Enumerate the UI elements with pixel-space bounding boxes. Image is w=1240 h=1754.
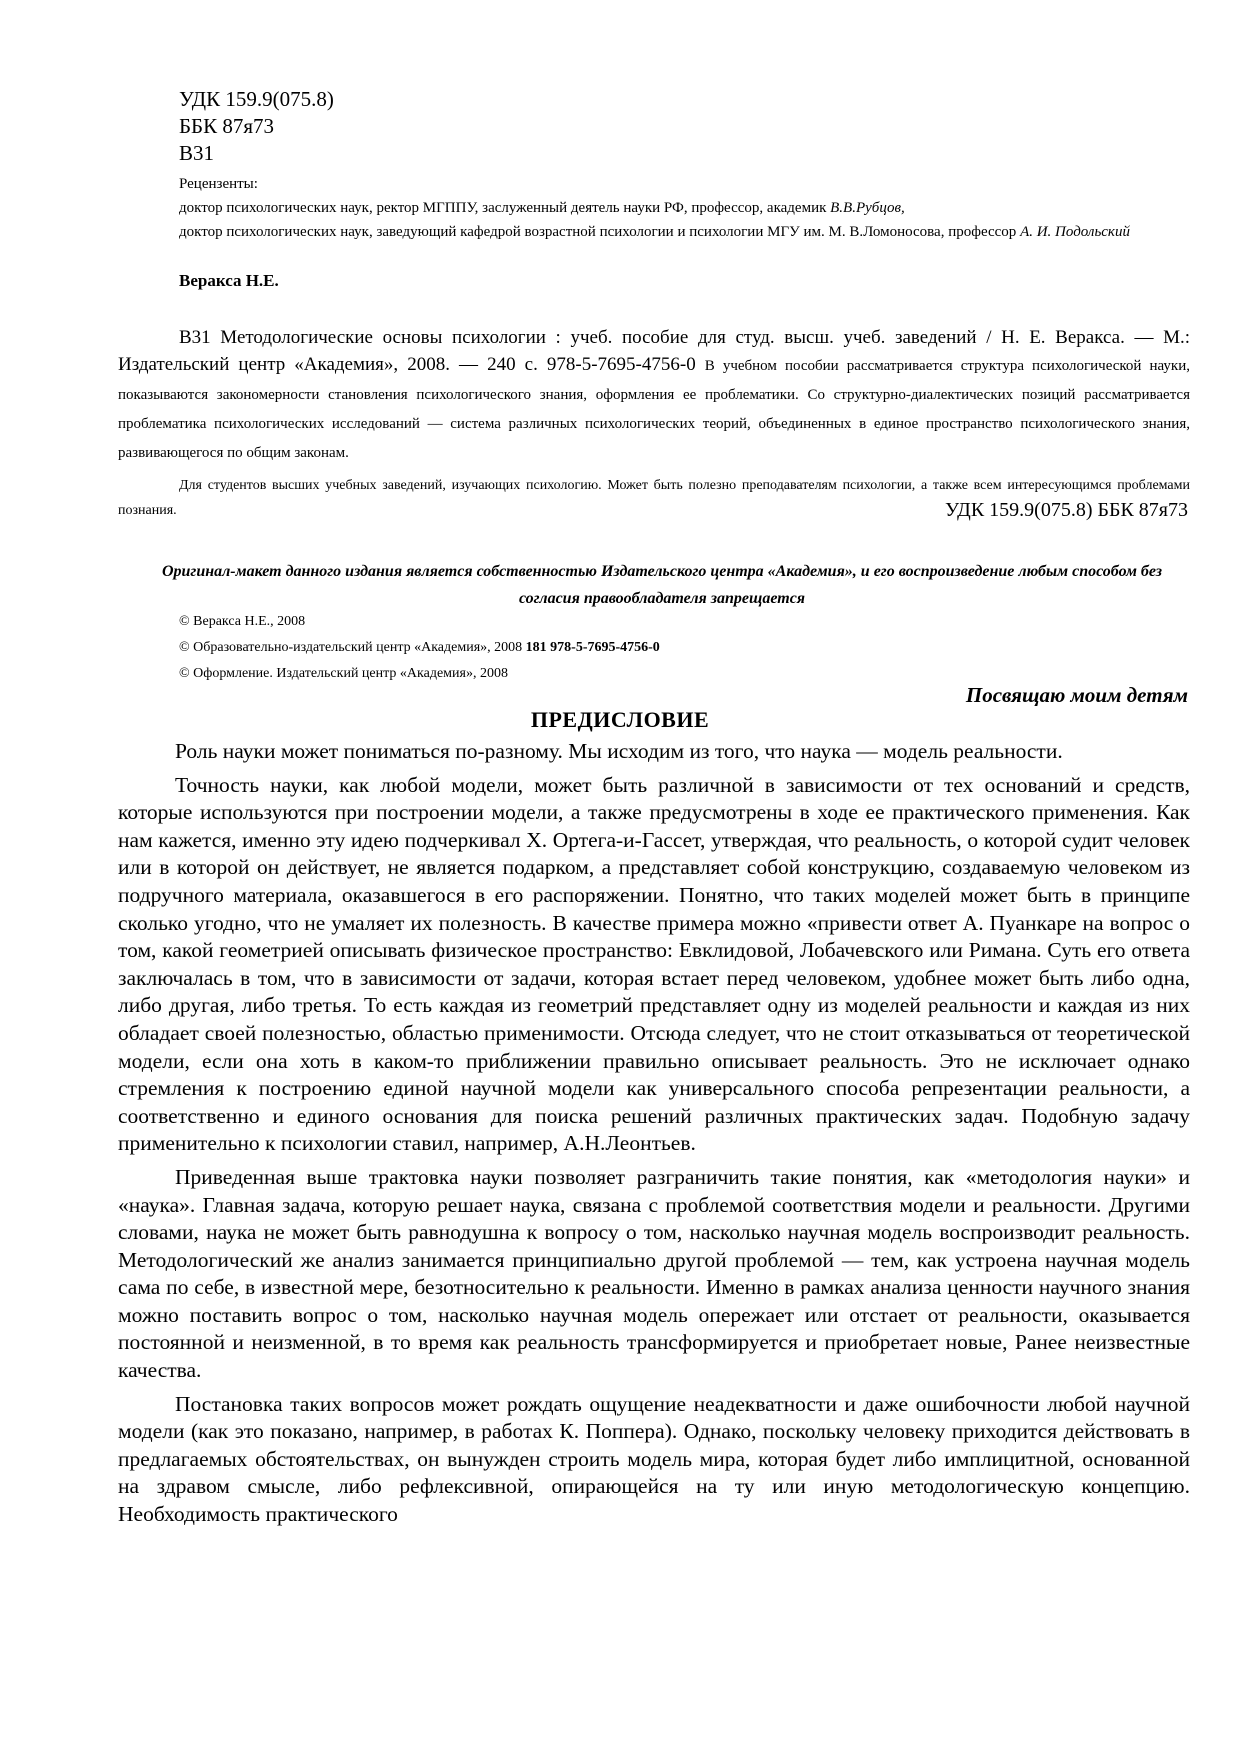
classification-codes bbox=[179, 86, 334, 167]
codes-line: УДК 159.9(075.8) ББК 87я73 bbox=[945, 499, 1188, 521]
reviewer-2-name: А. И. Подольский bbox=[1020, 224, 1130, 240]
audience-text: Для студентов высших учебных заведений, изучающих психологию. Может быть полезно преподавателям психологии, а также всем интересующимся проблемами познания. bbox=[118, 478, 1190, 518]
copyright-author: © Веракса Н.Е., 2008 bbox=[179, 614, 306, 629]
paragraph: Приведенная выше трактовка науки позволяет разграничить такие понятия, как «методология науки» и «наука». Главная задача, которую решает наука, связана с проблемой соответствия модели и реальности. Другими словами, наука не может быть равнодушна к вопросу о том, насколько научная модель воспроизводит реальность. Методологический же анализ занимается принципиально другой проблемой — тем, как устроена научная модель сама по себе, в известной мере, безотносительно к реальности. Именно в рамках анализа ценности научного знания можно поставить вопрос о том, насколько научная модель опережает или отстает от реальности, оказывается постоянной и неизменной, в то время как реальность трансформируется и приобретает новые, Ранее неизвестные качества. bbox=[118, 1164, 1190, 1383]
reviewers-block bbox=[118, 172, 1190, 244]
paragraph: Точность науки, как любой модели, может быть различной в зависимости от тех оснований и средств, которые используются при построении модели, а также предусмотрены в ходе ее практического применения. Как нам кажется, именно эту идею подчеркивал X. Ортега-и-Гассет, утверждая, что реальность, о которой судит человек или в которой он действует, не является подарком, а представляет собой конструкцию, создаваемую человеком из подручного материала, оказавшегося в его распоряжении. Понятно, что таких моделей может быть в принципе сколько угодно, что не умаляет их полезность. В качестве примера можно «привести ответ А. Пуанкаре на вопрос о том, какой геометрией описывать физическое пространство: Евклидовой, Лобачевского или Римана. Суть его ответа заключалась в том, что в зависимости от задачи, которая встает перед человеком, удобнее может быть либо одна, либо другая, либо третья. То есть каждая из геометрий представляет одну из моделей реальности и каждая из них обладает своей полезностью, областью применимости. Отсюда следует, что не стоит отказываться от теоретической модели, если она хоть в каком-то приближении правильно описывает реальность. Это не исключает однако стремления к построению единой научной модели как универсального способа репрезентации реальности, а соответственно и единого основания для поиска решений различных практических задач. Подобную задачу применительно к психологии ставил, например, А.Н.Леонтьев. bbox=[118, 772, 1190, 1156]
copyright-design: © Оформление. Издательский центр «Академия», 2008 bbox=[179, 666, 508, 681]
reviewer-1 bbox=[118, 196, 1190, 220]
copyright-notice: Оригинал-макет данного издания является собственностью Издательского центра «Академия», и его воспроизведение любым способом без согласия правообладателя запрещается bbox=[161, 563, 1163, 607]
copyright-publisher-text: © Образовательно-издательский центр «Академия», 2008 bbox=[179, 640, 526, 655]
paragraph: Роль науки может пониматься по-разному. Мы исходим из того, что наука — модель реальности. bbox=[175, 739, 1063, 763]
dedication: Посвящаю моим детям bbox=[965, 683, 1188, 707]
copyright-lines bbox=[179, 609, 660, 687]
author-index: В31 bbox=[179, 141, 215, 165]
reviewer-2 bbox=[118, 220, 1190, 244]
bibliographic-block bbox=[118, 324, 1190, 523]
section-heading: ПРЕДИСЛОВИЕ bbox=[530, 707, 710, 732]
bibliographic-entry bbox=[118, 324, 1190, 467]
isbn: 181 978-5-7695-4756-0 bbox=[525, 640, 660, 655]
paragraph: Постановка таких вопросов может рождать ощущение неадекватности и даже ошибочности любой научной модели (как это показано, например, в работах К. Поппера). Однако, поскольку человеку приходится действовать в предлагаемых обстоятельствах, он вынужден строить модель мира, которая будет либо имплицитной, основанной на здравом смысле, либо рефлексивной, опирающейся на ту или иную методологическую концепцию. Необходимость практического bbox=[118, 1391, 1190, 1527]
bbk-code: ББК 87я73 bbox=[179, 114, 275, 138]
reviewers-label: Рецензенты: bbox=[179, 176, 258, 192]
reviewer-1-text: доктор психологических наук, ректор МГППУ, заслуженный деятель науки РФ, профессор, академик bbox=[179, 200, 827, 216]
bibliographic-title: В31 Методологические основы психологии : учеб. пособие для студ. высш. учеб. заведений / Н. Е. Веракса. — М.: Издательский центр «Академия», 2008. — 240 с. 978-5-7695-4756-0 bbox=[118, 327, 1190, 375]
body-text bbox=[118, 738, 1190, 1535]
annotation-text: В учебном пособии рассматривается структура психологической науки, показываются закономерности становления психологического знания, оформления ее проблематики. Со структурно-диалектических позиций рассматривается проблематика психологических исследований — система различных психологических теорий, объединенных в единое пространство психологического знания, развивающегося по общим законам. bbox=[118, 358, 1190, 461]
reviewer-2-text: доктор психологических наук, заведующий кафедрой возрастной психологии и психологии МГУ им. М. В.Ломоносова, профессор bbox=[179, 224, 1017, 240]
reviewer-1-name: В.В.Рубцов, bbox=[830, 200, 905, 216]
copyright-publisher bbox=[179, 635, 660, 661]
udk-code: УДК 159.9(075.8) bbox=[179, 87, 334, 111]
author-name: Веракса Н.Е. bbox=[179, 271, 279, 290]
